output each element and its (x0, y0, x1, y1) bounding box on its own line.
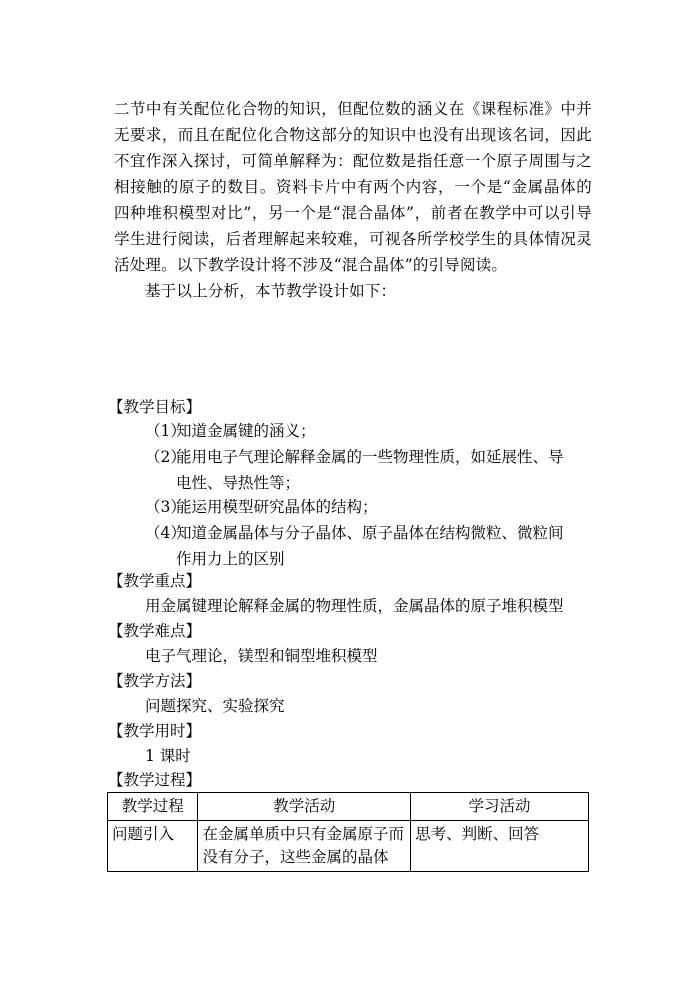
time-text: 1 课时 (145, 747, 191, 765)
process-table (107, 792, 589, 872)
process-heading: 【教学过程】 (108, 771, 202, 789)
objective-text: 能用电子气理论解释金属的一些物理性质，如延展性、导 (176, 448, 564, 466)
objective-text-cont: 电性、导热性等； (176, 474, 301, 492)
methods-heading: 【教学方法】 (108, 672, 202, 690)
cell-teaching: 在金属单质中只有金属原子而没有分子，这些金属的晶体 (198, 821, 411, 872)
objective-item-3 (145, 494, 590, 520)
objective-text: 知道金属晶体与分子晶体、原子晶体在结构微粒、微粒间 (176, 524, 564, 542)
column-header-stage: 教学过程 (108, 793, 198, 821)
key-points-heading: 【教学重点】 (108, 572, 202, 590)
intro-paragraph-2: 基于以上分析，本节教学设计如下： (145, 282, 397, 300)
objectives-heading: 【教学目标】 (108, 398, 202, 416)
difficulties-heading: 【教学难点】 (108, 622, 202, 640)
objective-num: （1） (145, 422, 186, 440)
column-header-teaching: 教学活动 (198, 793, 411, 821)
objective-num: （3） (145, 498, 186, 516)
intro-paragraph-1: 二节中有关配位化合物的知识，但配位数的涵义在《课程标准》中并无要求，而且在配位化合物这部分的知识中也没有出现该名词，因此不宜作深入探讨，可简单解释为：配位数是指任意一个原子周围与之相接触的原子的数目。资料卡片中有两个内容，一个是“金属晶体的四种堆积模型对比”，另一个是“混合晶体”，前者在教学中可以引导学生进行阅读，后者理解起来较难，可视各所学校学生的具体情况灵活处理。以下教学设计将不涉及“混合晶体”的引导阅读。 (114, 100, 592, 274)
objective-num: （4） (145, 524, 186, 542)
key-points-text: 用金属键理论解释金属的物理性质，金属晶体的原子堆积模型 (145, 597, 564, 615)
objective-item-1 (145, 418, 590, 444)
objective-num: （2） (145, 448, 186, 466)
column-header-learning: 学习活动 (411, 793, 589, 821)
objective-text: 知道金属键的涵义； (176, 422, 316, 440)
objective-text: 能运用模型研究晶体的结构； (176, 498, 378, 516)
cell-stage: 问题引入 (108, 821, 198, 872)
objective-item-4 (145, 520, 590, 572)
objective-item-2 (145, 444, 590, 496)
methods-text: 问题探究、实验探究 (145, 697, 285, 715)
difficulties-text: 电子气理论，镁型和铜型堆积模型 (145, 647, 378, 665)
table-header-row (108, 793, 589, 821)
table-row (108, 821, 589, 872)
intro-section (114, 96, 592, 304)
time-heading: 【教学用时】 (108, 722, 202, 740)
cell-learning: 思考、判断、回答 (411, 821, 589, 872)
objective-text-cont: 作用力上的区别 (176, 550, 285, 568)
